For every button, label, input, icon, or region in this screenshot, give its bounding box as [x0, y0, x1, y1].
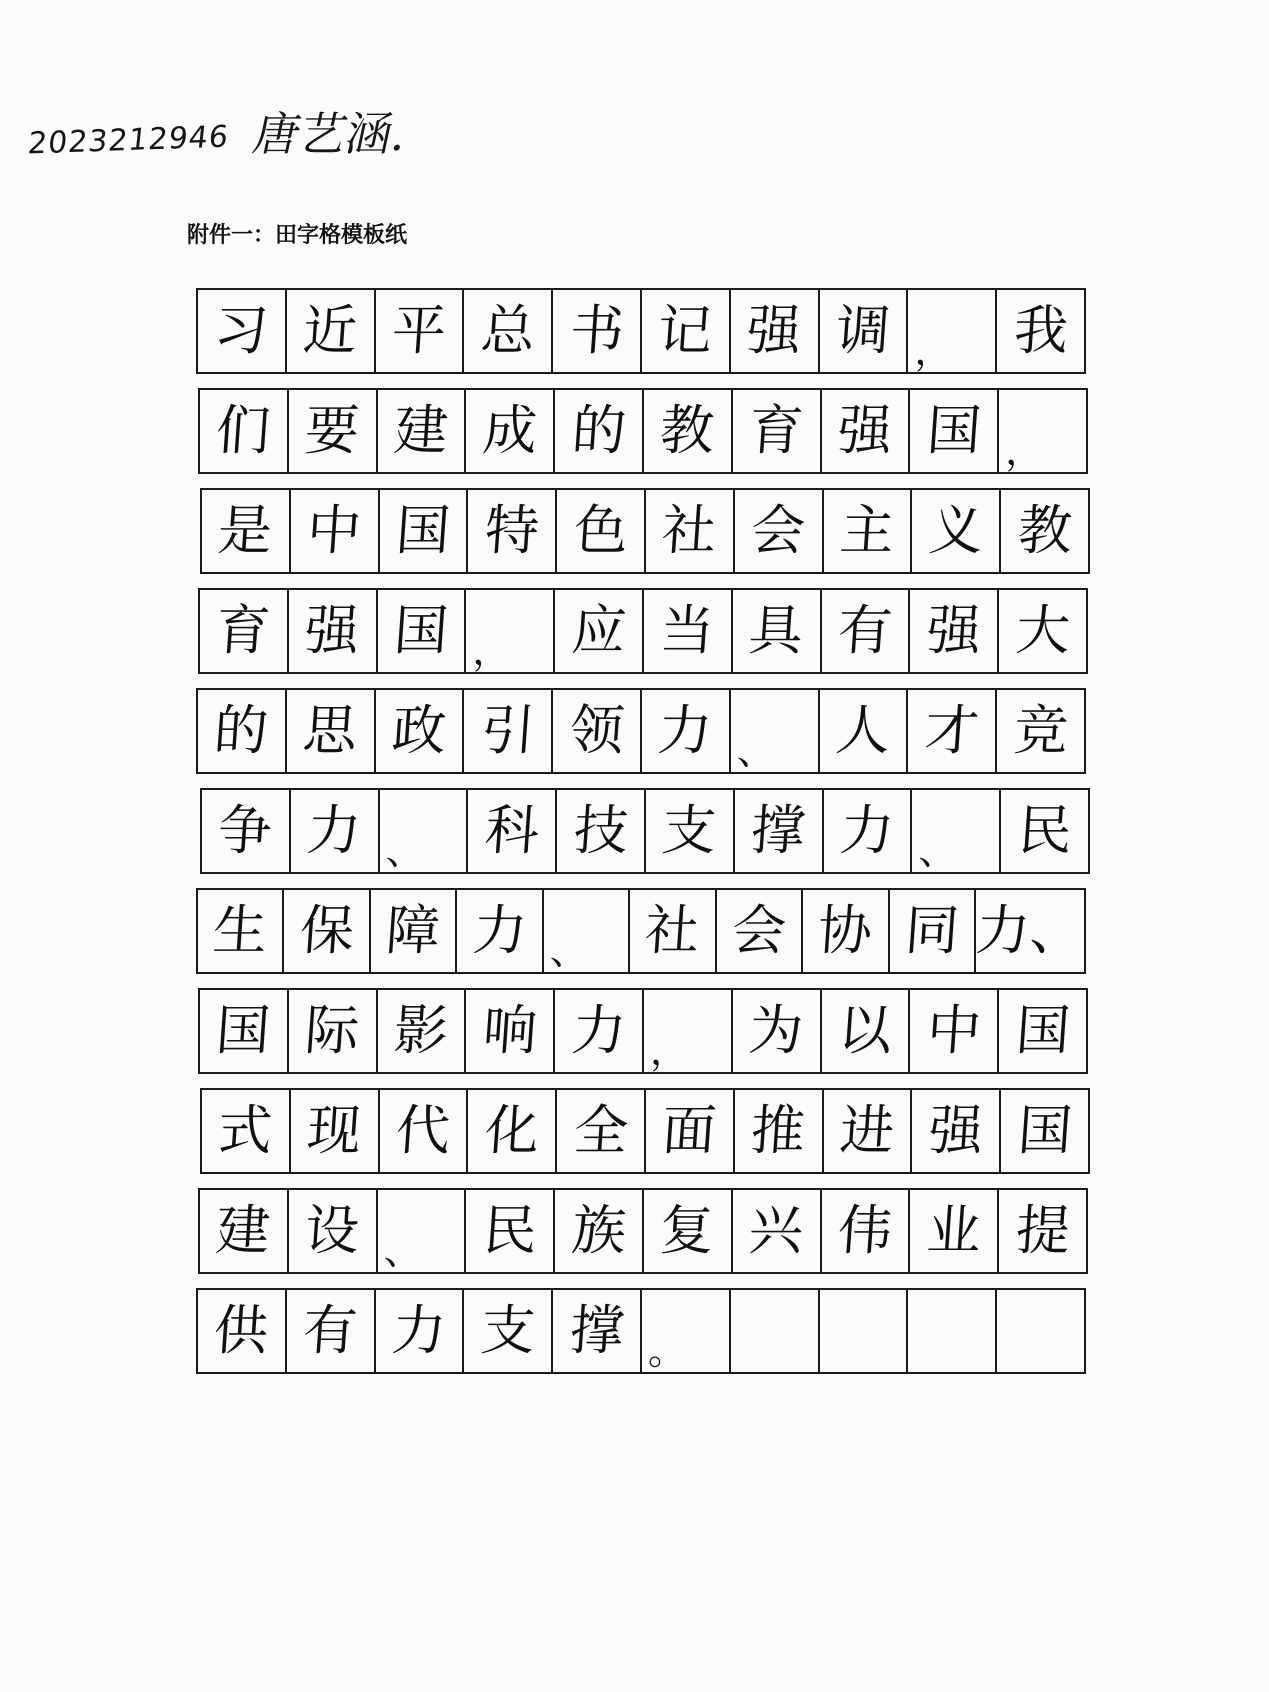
handwritten-character: 协	[816, 899, 875, 962]
grid-cell	[910, 990, 999, 1072]
handwritten-character: 建	[391, 399, 451, 462]
grid-cell	[553, 690, 642, 772]
grid-cell	[289, 1190, 378, 1272]
grid-cell	[544, 890, 630, 972]
handwritten-character: 兴	[747, 1199, 806, 1262]
handwritten-character: 会	[729, 899, 789, 962]
handwritten-character: 撑	[567, 1299, 626, 1362]
handwritten-character: 科	[482, 799, 542, 862]
grid-cell	[646, 1090, 735, 1172]
handwritten-character: 撑	[749, 799, 808, 862]
character-grid	[196, 288, 1086, 1388]
grid-cell	[824, 490, 913, 572]
handwritten-character: 面	[660, 1099, 719, 1162]
handwritten-character: 生	[211, 899, 270, 962]
grid-cell	[200, 1190, 289, 1272]
grid-cell	[735, 490, 824, 572]
handwritten-character: 们	[214, 399, 273, 462]
grid-cell	[820, 290, 909, 372]
grid-cell	[731, 1290, 820, 1372]
grid-cell	[289, 390, 378, 472]
grid-cell	[468, 490, 557, 572]
handwritten-character: 设	[303, 1199, 362, 1262]
grid-row	[200, 1088, 1090, 1174]
grid-cell	[198, 690, 287, 772]
punctuation-mark: 、	[918, 829, 957, 873]
grid-cell	[557, 1090, 646, 1172]
handwritten-character: 响	[480, 999, 540, 1062]
grid-cell	[999, 1190, 1086, 1272]
grid-cell	[287, 290, 376, 372]
grid-cell	[555, 990, 644, 1072]
grid-row	[198, 588, 1088, 674]
grid-cell	[912, 790, 1001, 872]
handwritten-character: 主	[837, 499, 897, 562]
handwritten-character: 国	[1015, 1099, 1074, 1162]
grid-cell	[287, 1290, 376, 1372]
grid-cell	[200, 390, 289, 472]
grid-cell	[912, 490, 1001, 572]
grid-cell	[717, 890, 803, 972]
grid-cell	[912, 1090, 1001, 1172]
grid-row	[200, 488, 1090, 574]
handwritten-character: 的	[569, 399, 628, 462]
grid-cell	[466, 990, 555, 1072]
handwritten-character: 强	[745, 299, 804, 362]
punctuation-mark: ，	[1005, 429, 1044, 473]
grid-cell	[200, 990, 289, 1072]
grid-cell	[1001, 790, 1088, 872]
handwritten-character: 强	[926, 1099, 986, 1162]
grid-cell	[1001, 1090, 1088, 1172]
grid-cell	[464, 690, 553, 772]
grid-cell	[997, 690, 1084, 772]
handwritten-character: 影	[391, 999, 451, 1062]
grid-cell	[908, 690, 997, 772]
handwritten-character: 力	[569, 999, 628, 1062]
handwritten-character: 供	[212, 1299, 271, 1362]
grid-row	[196, 288, 1086, 374]
grid-cell	[908, 290, 997, 372]
handwritten-character: 力、	[973, 899, 1087, 962]
handwritten-character: 国	[391, 599, 451, 662]
grid-row	[198, 1188, 1088, 1274]
grid-cell	[731, 290, 820, 372]
punctuation-mark: 、	[549, 929, 588, 973]
grid-cell	[378, 990, 467, 1072]
punctuation-mark: 、	[736, 729, 775, 773]
grid-cell	[824, 790, 913, 872]
handwritten-character: 要	[303, 399, 362, 462]
grid-cell	[376, 290, 465, 372]
student-id: 2023212946	[26, 119, 231, 162]
grid-cell	[642, 690, 731, 772]
handwritten-character: 总	[478, 299, 538, 362]
handwritten-character: 有	[301, 1299, 360, 1362]
handwritten-character: 力	[470, 899, 529, 962]
grid-cell	[376, 690, 465, 772]
handwritten-character: 特	[482, 499, 542, 562]
handwritten-character: 式	[216, 1099, 275, 1162]
handwritten-character: 代	[393, 1099, 453, 1162]
grid-cell	[457, 890, 543, 972]
grid-cell	[464, 290, 553, 372]
grid-row	[198, 988, 1088, 1074]
handwritten-character: 政	[389, 699, 449, 762]
handwritten-character: 化	[482, 1099, 542, 1162]
grid-row	[196, 888, 1086, 974]
grid-cell	[973, 890, 1087, 972]
handwritten-character: 中	[305, 499, 364, 562]
handwritten-character: 有	[835, 599, 895, 662]
grid-cell	[378, 1190, 467, 1272]
handwritten-character: 具	[747, 599, 806, 662]
grid-cell	[735, 1090, 824, 1172]
handwritten-character: 强	[303, 599, 362, 662]
grid-cell	[380, 490, 469, 572]
handwritten-character: 调	[833, 299, 893, 362]
handwritten-character: 领	[567, 699, 626, 762]
grid-cell	[644, 990, 733, 1072]
grid-cell	[466, 1190, 555, 1272]
grid-cell	[822, 990, 911, 1072]
grid-cell	[553, 1290, 642, 1372]
handwritten-character: 义	[926, 499, 986, 562]
grid-cell	[642, 290, 731, 372]
punctuation-mark: 。	[647, 1329, 686, 1373]
handwritten-character: 进	[837, 1099, 897, 1162]
handwritten-character: 育	[747, 399, 806, 462]
grid-cell	[291, 790, 380, 872]
grid-cell	[289, 590, 378, 672]
grid-cell	[822, 390, 911, 472]
handwritten-character: 引	[478, 699, 538, 762]
handwritten-character: 推	[749, 1099, 808, 1162]
handwritten-character: 竞	[1011, 699, 1070, 762]
student-info	[26, 98, 413, 164]
handwritten-character: 记	[656, 299, 715, 362]
handwritten-character: 争	[216, 799, 275, 862]
grid-cell	[646, 490, 735, 572]
grid-cell	[910, 390, 999, 472]
grid-cell	[198, 1290, 287, 1372]
grid-cell	[735, 790, 824, 872]
handwritten-character: 大	[1013, 599, 1072, 662]
grid-cell	[557, 790, 646, 872]
grid-cell	[198, 290, 287, 372]
grid-cell	[380, 1090, 469, 1172]
punctuation-mark: ，	[914, 329, 953, 373]
handwritten-character: 强	[835, 399, 895, 462]
grid-cell	[630, 890, 716, 972]
grid-cell	[468, 790, 557, 872]
handwritten-character: 现	[305, 1099, 364, 1162]
grid-cell	[820, 690, 909, 772]
handwritten-character: 当	[658, 599, 717, 662]
handwritten-character: 国	[393, 499, 453, 562]
grid-cell	[555, 390, 644, 472]
handwritten-character: 建	[214, 1199, 273, 1262]
grid-cell	[380, 790, 469, 872]
handwritten-character: 支	[660, 799, 719, 862]
handwritten-character: 技	[571, 799, 630, 862]
handwritten-character: 国	[214, 999, 273, 1062]
grid-cell	[733, 990, 822, 1072]
grid-cell	[803, 890, 889, 972]
grid-cell	[910, 590, 999, 672]
grid-row	[200, 788, 1090, 874]
handwritten-character: 教	[658, 399, 717, 462]
grid-cell	[468, 1090, 557, 1172]
grid-cell	[890, 890, 976, 972]
handwritten-character: 社	[660, 499, 719, 562]
grid-cell	[824, 1090, 913, 1172]
handwritten-character: 思	[301, 699, 360, 762]
handwritten-character: 以	[835, 999, 895, 1062]
grid-cell	[999, 990, 1086, 1072]
punctuation-mark: 、	[385, 829, 424, 873]
grid-cell	[646, 790, 735, 872]
grid-cell	[289, 990, 378, 1072]
handwritten-character: 力	[389, 1299, 449, 1362]
handwritten-character: 提	[1013, 1199, 1072, 1262]
handwritten-character: 社	[643, 899, 702, 962]
handwritten-character: 中	[924, 999, 984, 1062]
handwritten-character: 同	[902, 899, 961, 962]
grid-cell	[466, 590, 555, 672]
grid-cell	[378, 390, 467, 472]
grid-cell	[555, 590, 644, 672]
grid-cell	[733, 1190, 822, 1272]
handwritten-character: 人	[833, 699, 893, 762]
grid-cell	[553, 290, 642, 372]
handwritten-character: 成	[480, 399, 540, 462]
grid-row	[196, 1288, 1086, 1374]
grid-cell	[202, 1090, 291, 1172]
attachment-title: 附件一：田字格模板纸	[187, 223, 408, 248]
punctuation-mark: ，	[472, 629, 511, 673]
handwritten-character: 全	[571, 1099, 630, 1162]
handwritten-character: 支	[478, 1299, 538, 1362]
handwritten-character: 教	[1015, 499, 1074, 562]
grid-cell	[822, 590, 911, 672]
grid-cell	[733, 590, 822, 672]
handwritten-character: 保	[297, 899, 356, 962]
handwritten-character: 国	[924, 399, 984, 462]
grid-cell	[731, 690, 820, 772]
grid-cell	[291, 490, 380, 572]
handwritten-character: 民	[480, 1199, 540, 1262]
grid-cell	[202, 790, 291, 872]
handwritten-character: 平	[389, 299, 449, 362]
grid-cell	[376, 1290, 465, 1372]
handwritten-character: 我	[1011, 299, 1070, 362]
grid-cell	[198, 890, 284, 972]
grid-cell	[202, 490, 291, 572]
grid-cell	[557, 490, 646, 572]
grid-cell	[464, 1290, 553, 1372]
grid-cell	[287, 690, 376, 772]
grid-cell	[997, 1290, 1084, 1372]
punctuation-mark: 、	[383, 1229, 422, 1273]
handwritten-character: 为	[747, 999, 806, 1062]
grid-cell	[910, 1190, 999, 1272]
handwritten-character: 力	[656, 699, 715, 762]
grid-row	[196, 688, 1086, 774]
grid-cell	[997, 290, 1084, 372]
grid-cell	[733, 390, 822, 472]
grid-cell	[378, 590, 467, 672]
handwritten-character: 族	[569, 1199, 628, 1262]
handwritten-character: 民	[1015, 799, 1074, 862]
grid-cell	[200, 590, 289, 672]
grid-cell	[908, 1290, 997, 1372]
handwritten-character: 障	[383, 899, 443, 962]
handwritten-character: 业	[924, 1199, 984, 1262]
handwritten-character: 际	[303, 999, 362, 1062]
handwritten-character: 是	[216, 499, 275, 562]
handwritten-character: 国	[1013, 999, 1072, 1062]
grid-cell	[644, 590, 733, 672]
handwritten-character: 力	[837, 799, 897, 862]
grid-cell	[642, 1290, 731, 1372]
grid-cell	[999, 590, 1086, 672]
student-name: 唐艺涵.	[248, 107, 413, 161]
handwritten-character: 才	[922, 699, 982, 762]
handwritten-character: 书	[567, 299, 626, 362]
grid-cell	[822, 1190, 911, 1272]
grid-cell	[291, 1090, 380, 1172]
grid-cell	[555, 1190, 644, 1272]
grid-cell	[820, 1290, 909, 1372]
grid-cell	[999, 390, 1086, 472]
handwritten-character: 会	[749, 499, 808, 562]
grid-cell	[284, 890, 370, 972]
grid-cell	[644, 390, 733, 472]
grid-cell	[644, 1190, 733, 1272]
handwritten-character: 伟	[835, 1199, 895, 1262]
handwritten-character: 应	[569, 599, 628, 662]
handwritten-character: 近	[301, 299, 360, 362]
handwritten-character: 习	[212, 299, 271, 362]
handwritten-character: 力	[305, 799, 364, 862]
handwritten-character: 强	[924, 599, 984, 662]
handwritten-character: 的	[212, 699, 271, 762]
handwritten-character: 育	[214, 599, 273, 662]
grid-cell	[371, 890, 457, 972]
grid-cell	[1001, 490, 1088, 572]
grid-cell	[466, 390, 555, 472]
handwritten-character: 色	[571, 499, 630, 562]
handwritten-character: 复	[658, 1199, 717, 1262]
grid-row	[198, 388, 1088, 474]
punctuation-mark: ，	[649, 1029, 688, 1073]
